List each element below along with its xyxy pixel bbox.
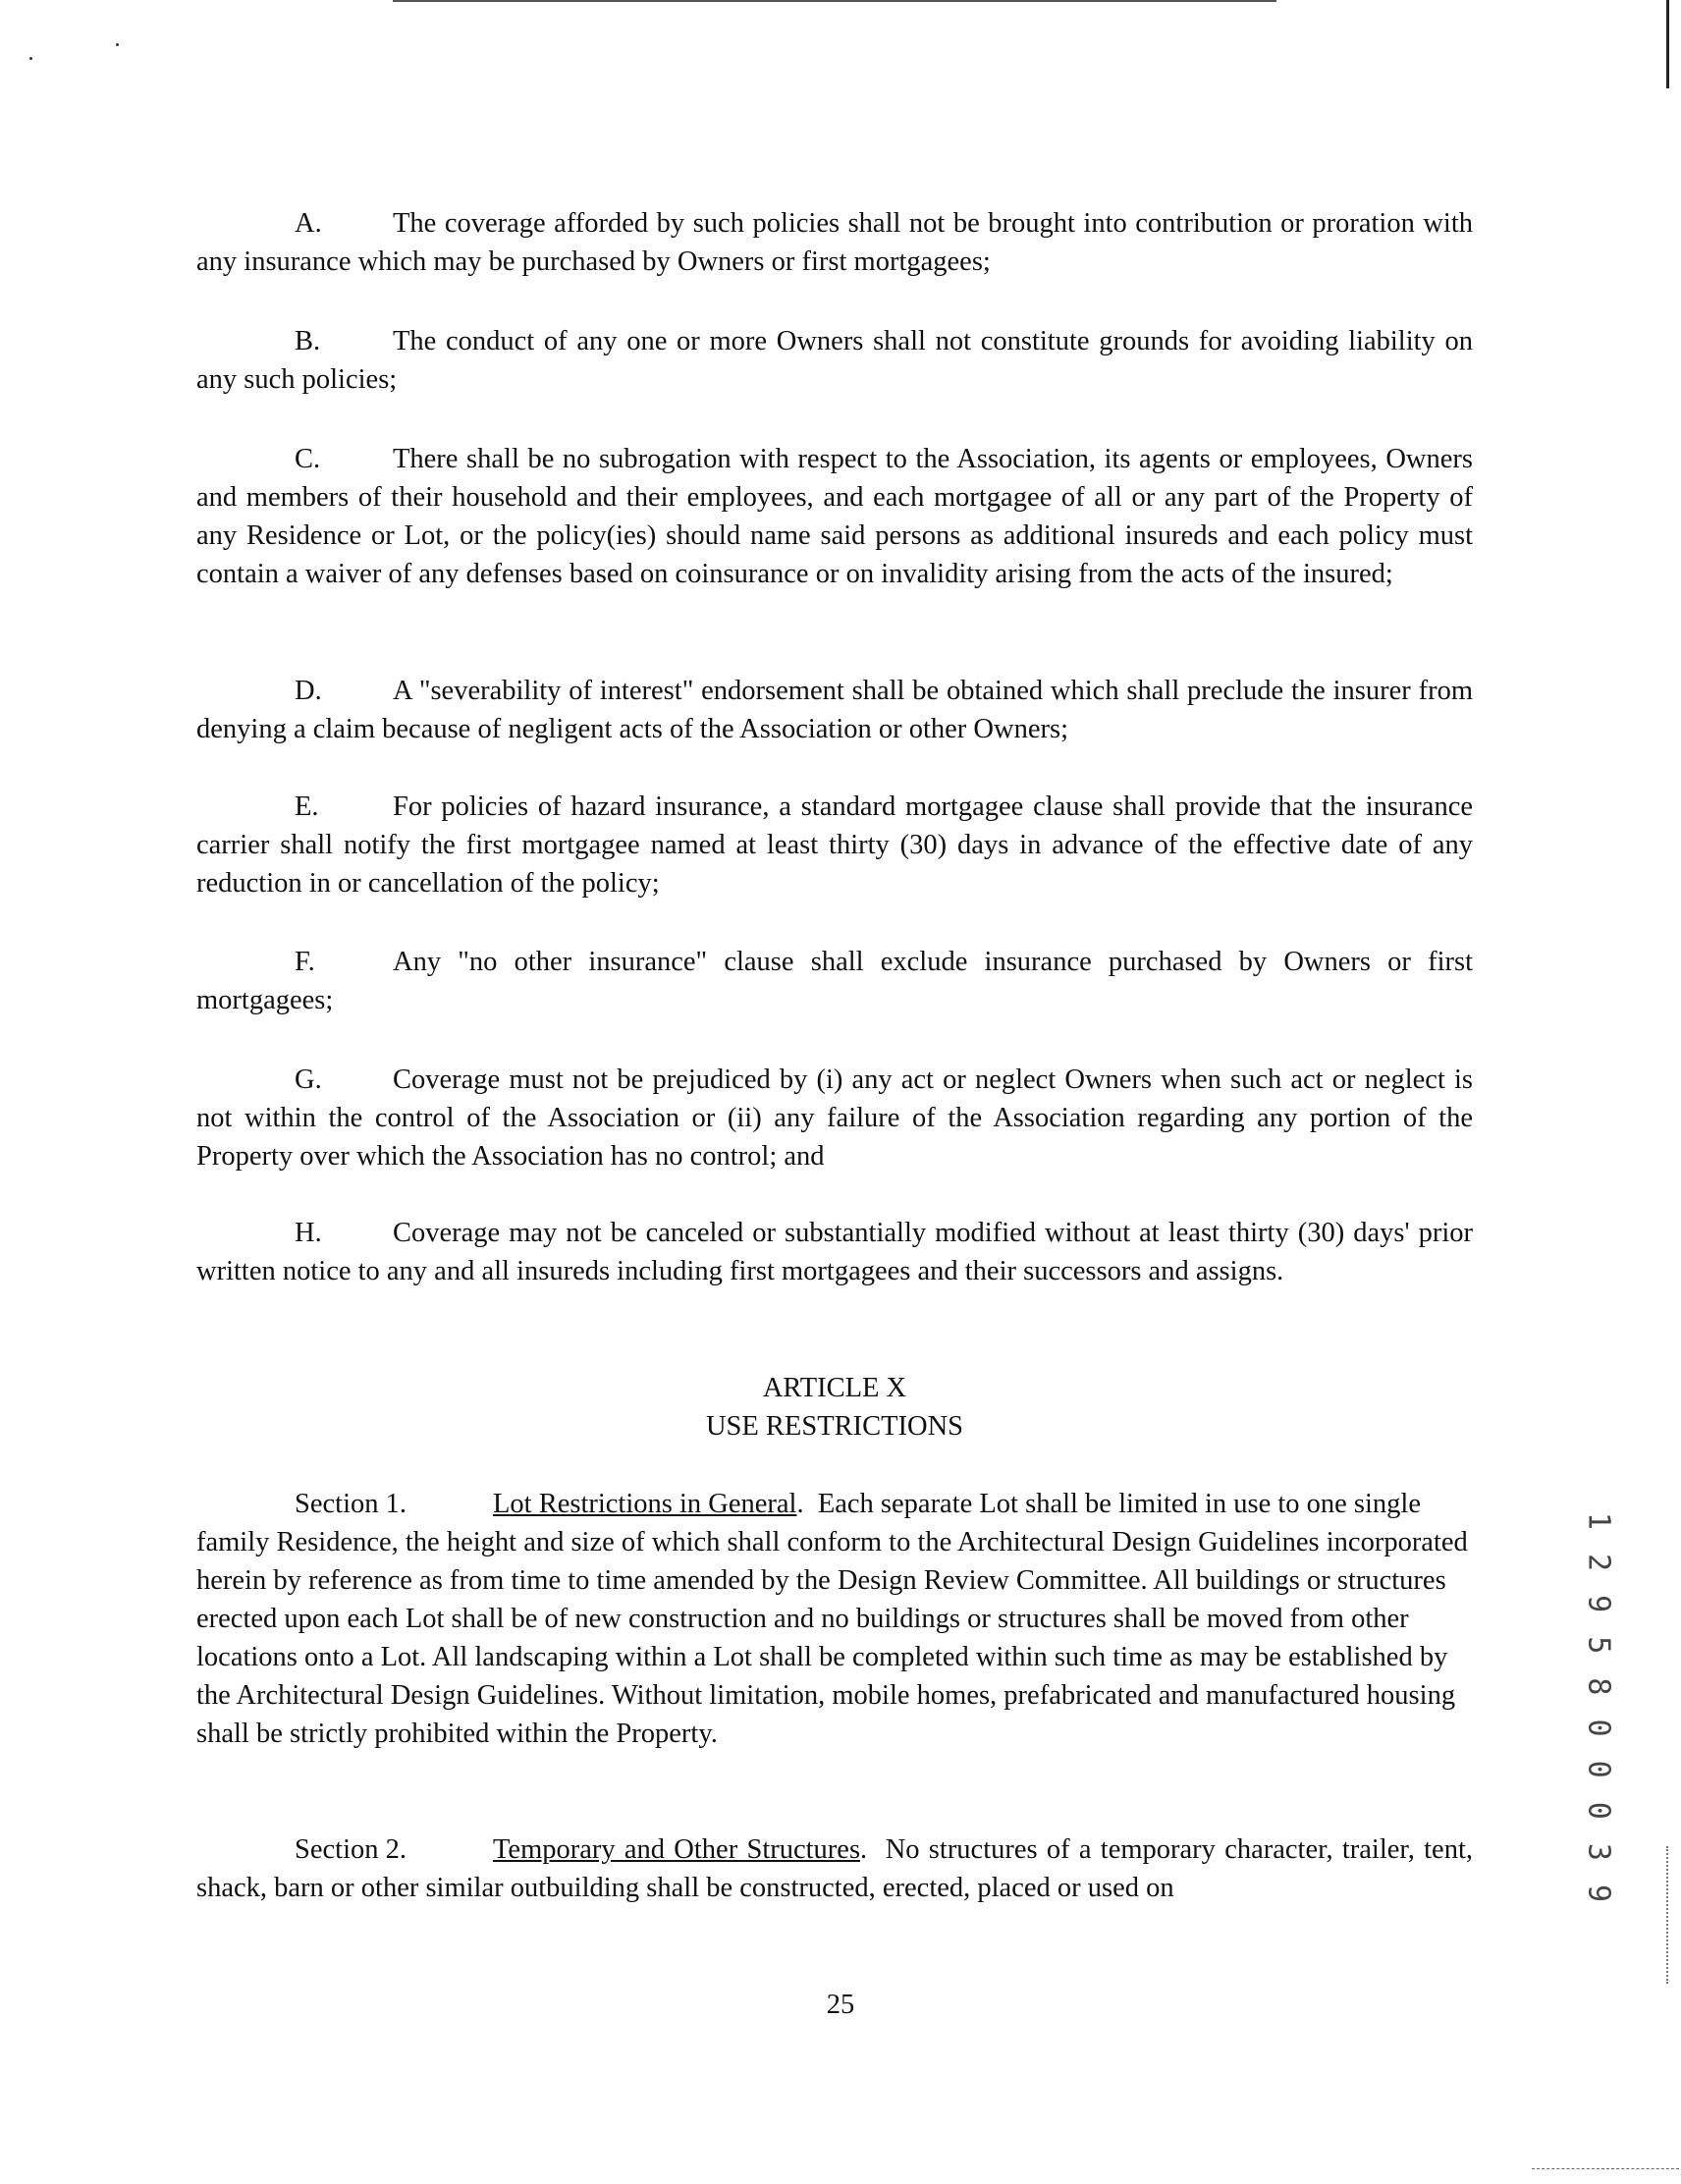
scan-right-edge-lower bbox=[1666, 1846, 1670, 1984]
scan-speck bbox=[29, 57, 32, 60]
scan-top-rule bbox=[393, 0, 1276, 2]
section-1 bbox=[196, 1485, 1473, 1753]
paragraph-c bbox=[196, 440, 1473, 593]
article-title: USE RESTRICTIONS bbox=[705, 1411, 964, 1442]
paragraph-f bbox=[196, 943, 1473, 1019]
margin-stamp bbox=[1579, 1511, 1618, 1906]
section-title-punct: . bbox=[860, 1834, 868, 1865]
paragraph-label: E. bbox=[295, 792, 319, 822]
paragraph-g bbox=[196, 1061, 1473, 1175]
paragraph-d bbox=[196, 672, 1473, 748]
paragraph-text: Coverage may not be canceled or substantially modified without at least thirty (30) days' prior written notice to any and all insureds including first mortgagees and their successors and assigns. bbox=[196, 1218, 1473, 1286]
section-title: Temporary and Other Structures bbox=[493, 1834, 861, 1865]
paragraph-label: B. bbox=[295, 326, 321, 356]
section-2 bbox=[196, 1830, 1473, 1907]
paragraph-text: A "severability of interest" endorsement shall be obtained which shall preclude the insurer from denying a claim because of negligent acts of the Association or other Owners; bbox=[196, 676, 1473, 744]
paragraph-label: H. bbox=[295, 1218, 322, 1248]
paragraph-text: The conduct of any one or more Owners shall not constitute grounds for avoiding liability on any such policies; bbox=[196, 326, 1473, 395]
paragraph-text: The coverage afforded by such policies shall not be brought into contribution or proration with any insurance which may be purchased by Owners or first mortgagees; bbox=[196, 208, 1473, 277]
margin-stamp-text: 1 2 9 5 8 0 0 0 3 9 bbox=[1581, 1511, 1616, 1906]
paragraph-b bbox=[196, 322, 1473, 399]
section-label: Section 1. bbox=[295, 1489, 407, 1519]
paragraph-label: A. bbox=[295, 208, 322, 239]
paragraph-a bbox=[196, 204, 1473, 281]
paragraph-text: For policies of hazard insurance, a standard mortgagee clause shall provide that the insurance carrier shall notify the first mortgagee named at least thirty (30) days in advance of the effective date of any reduction in or cancellation of the policy; bbox=[196, 792, 1473, 899]
paragraph-text: Coverage must not be prejudiced by (i) any act or neglect Owners when such act or neglect is not within the control of the Association or (ii) any failure of the Association regarding any portion of the Property over which the Association has no control; and bbox=[196, 1065, 1473, 1172]
section-title-punct: . bbox=[796, 1489, 804, 1519]
scan-bottom-rule bbox=[1532, 2168, 1679, 2170]
paragraph-text: Any "no other insurance" clause shall exclude insurance purchased by Owners or first mortgagees; bbox=[196, 947, 1473, 1015]
paragraph-label: G. bbox=[295, 1065, 322, 1095]
paragraph-label: C. bbox=[295, 444, 321, 474]
scan-speck bbox=[116, 43, 119, 46]
article-number: ARTICLE X bbox=[762, 1373, 907, 1403]
article-heading bbox=[196, 1369, 1473, 1446]
page-number: 25 bbox=[826, 1990, 855, 2020]
paragraph-e bbox=[196, 788, 1473, 902]
paragraph-label: F. bbox=[295, 947, 315, 977]
section-text: Each separate Lot shall be limited in use to one single family Residence, the height and size of which shall conform to the Architectural Design Guidelines incorporated herein by reference as from time to time amended by the Design Review Committee. All buildings or structures erected upon each Lot shall be of new construction and no buildings or structures shall be moved from other locations onto a Lot. All landscaping within a Lot shall be completed within such time as may be established by the Architectural Design Guidelines. Without limitation, mobile homes, prefabricated and manufactured housing shall be strictly prohibited within the Property. bbox=[196, 1489, 1468, 1749]
paragraph-text: There shall be no subrogation with respect to the Association, its agents or employees, Owners and members of their household and their employees, and each mortgagee of all or any part of the Property of any Residence or Lot, or the policy(ies) should name said persons as additional insureds and each policy must contain a waiver of any defenses based on coinsurance or on invalidity arising from the acts of the insured; bbox=[196, 444, 1473, 589]
paragraph-h bbox=[196, 1214, 1473, 1290]
section-label: Section 2. bbox=[295, 1834, 407, 1865]
section-title: Lot Restrictions in General bbox=[493, 1489, 797, 1519]
scan-right-edge bbox=[1666, 0, 1669, 88]
section-text: No structures of a temporary character, trailer, tent, shack, barn or other similar outbuilding shall be constructed, erected, placed or used on bbox=[196, 1834, 1473, 1903]
paragraph-label: D. bbox=[295, 676, 322, 706]
